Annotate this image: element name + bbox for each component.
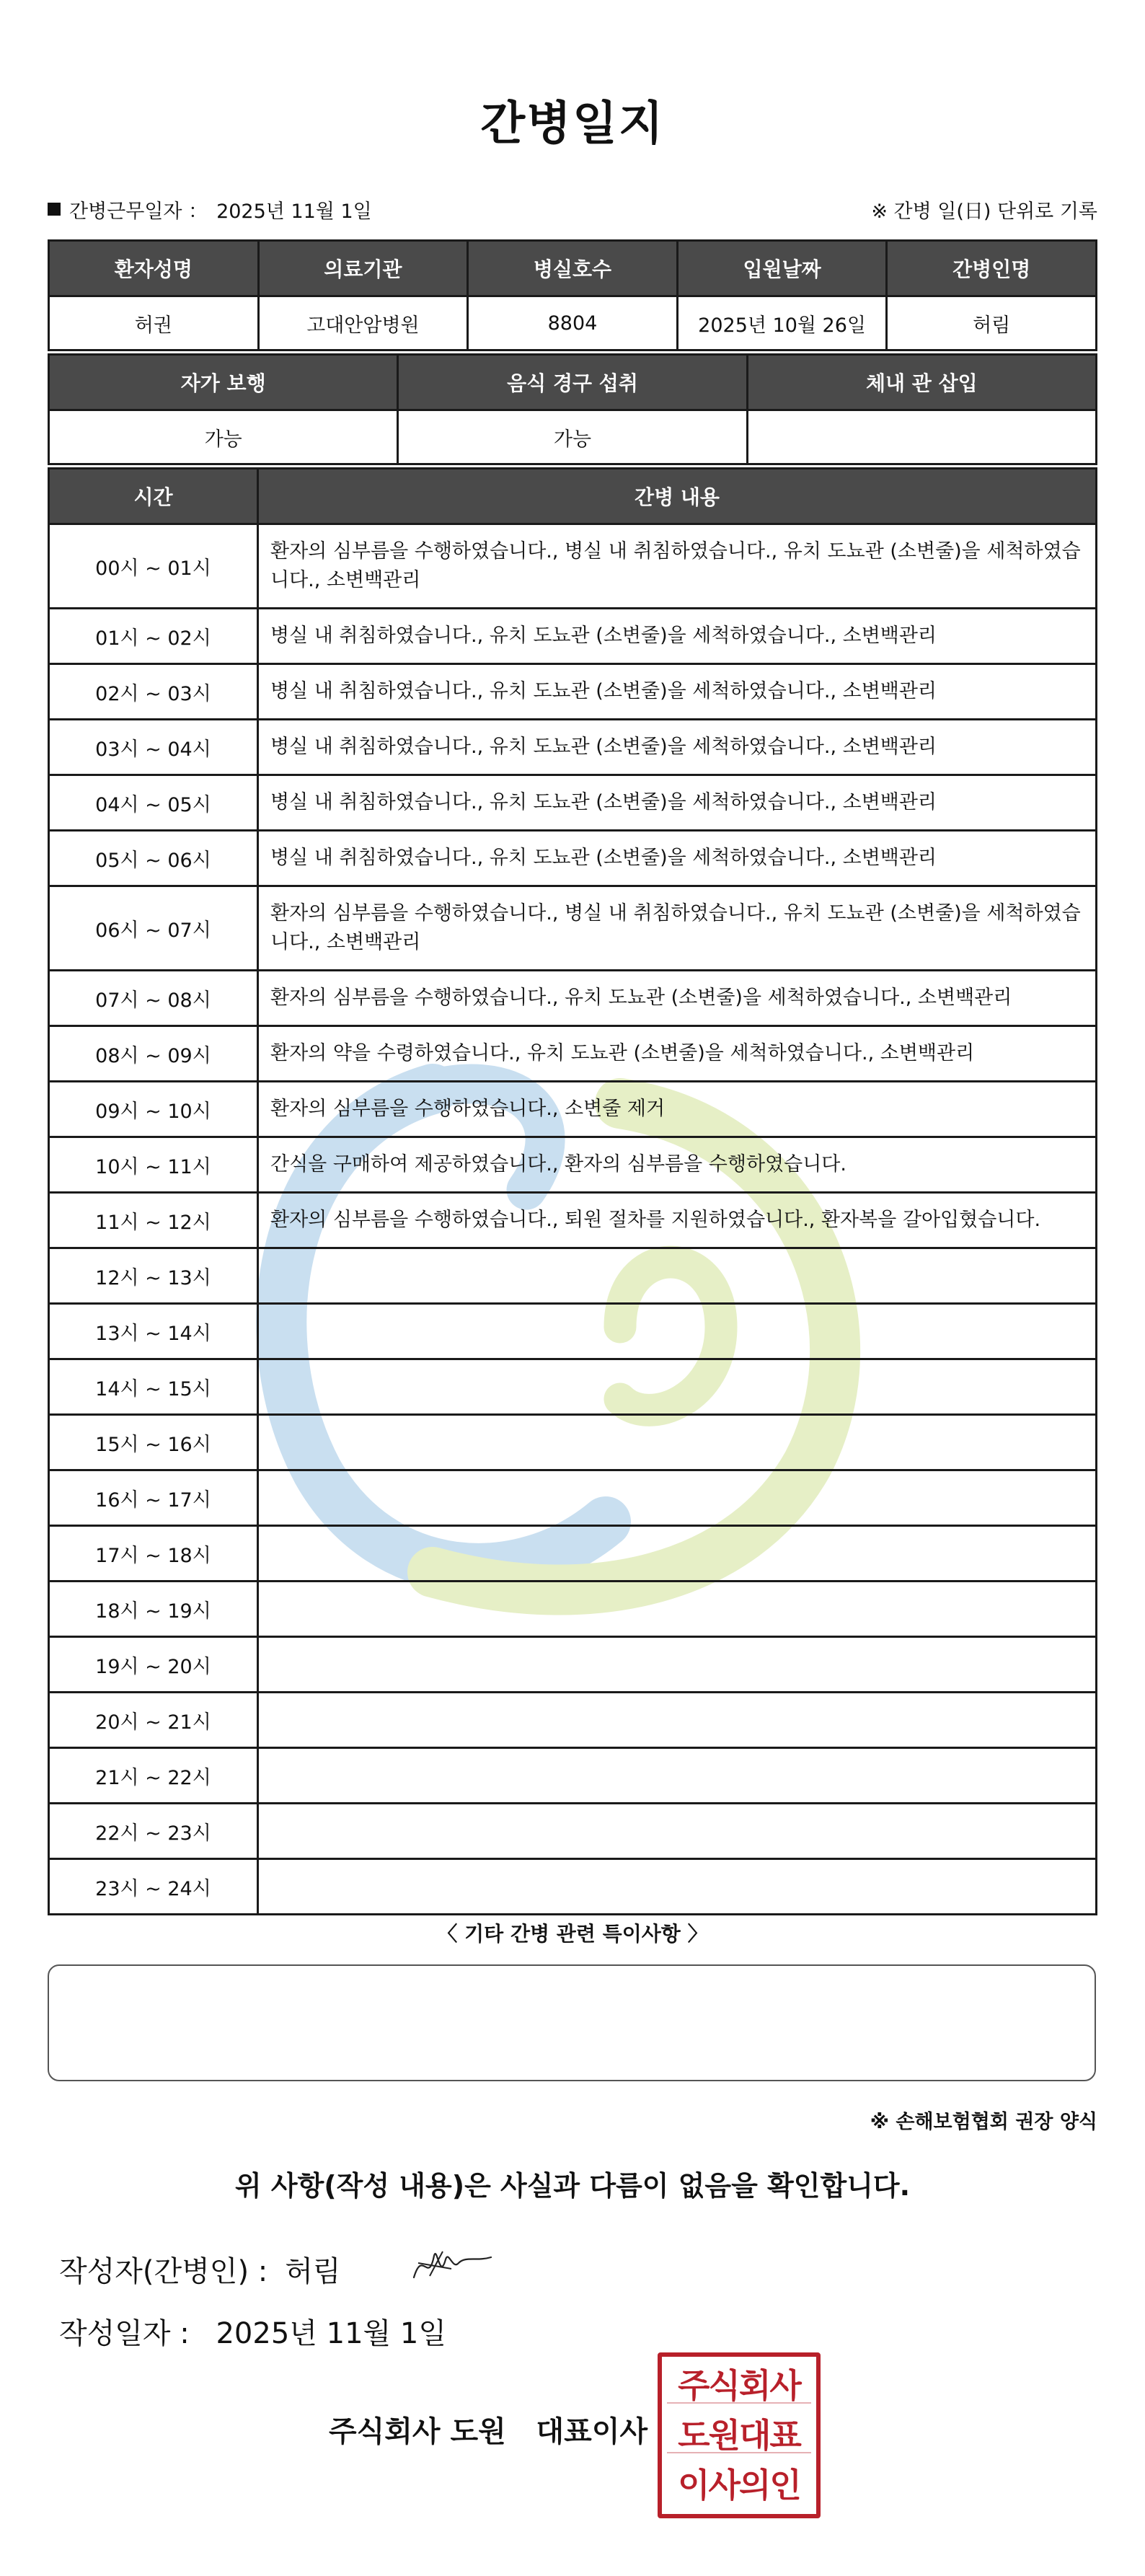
- header-patient-name: 환자성명: [49, 241, 259, 296]
- log-time: 09시 ~ 10시: [49, 1082, 258, 1137]
- log-content: 병실 내 취침하였습니다., 유치 도뇨관 (소변줄)을 세척하였습니다., 소변백관리: [258, 609, 1097, 664]
- tube-value: [747, 410, 1096, 464]
- log-time: 13시 ~ 14시: [49, 1304, 258, 1359]
- date-label: 작성일자 :: [59, 2317, 190, 2350]
- log-time: 18시 ~ 19시: [49, 1582, 258, 1637]
- confirmation-text: 위 사항(작성 내용)은 사실과 다름이 없음을 확인합니다.: [234, 2170, 911, 2202]
- header-oral-intake: 음식 경구 섭취: [398, 355, 747, 410]
- log-row: [49, 1804, 1097, 1859]
- company-seal: [658, 2352, 821, 2518]
- log-content: 환자의 심부름을 수행하였습니다., 병실 내 취침하였습니다., 유치 도뇨관 (소변줄)을 세척하였습니다., 소변백관리: [258, 524, 1097, 609]
- oral-intake-value: 가능: [398, 410, 747, 464]
- writer-line: [59, 2249, 341, 2290]
- header-caregiver: 간병인명: [887, 241, 1097, 296]
- document-title: 간병일지: [480, 97, 665, 151]
- unit-note: ※ 간병 일(日) 단위로 기록: [871, 200, 1097, 223]
- log-time: 16시 ~ 17시: [49, 1470, 258, 1526]
- care-log-body: [49, 524, 1097, 1915]
- date-value: 2025년 11월 1일: [216, 2317, 446, 2350]
- log-time: 02시 ~ 03시: [49, 664, 258, 720]
- header-care-content: 간병 내용: [258, 469, 1097, 524]
- log-time: 20시 ~ 21시: [49, 1693, 258, 1748]
- log-content: [258, 1415, 1097, 1470]
- square-bullet-icon: [48, 203, 61, 216]
- log-time: 07시 ~ 08시: [49, 971, 258, 1026]
- log-row: [49, 775, 1097, 831]
- log-row: [49, 1137, 1097, 1193]
- log-time: 05시 ~ 06시: [49, 831, 258, 886]
- header-hospital: 의료기관: [258, 241, 468, 296]
- log-content: 환자의 심부름을 수행하였습니다., 소변줄 제거: [258, 1082, 1097, 1137]
- log-content: [258, 1859, 1097, 1915]
- header-admission-date: 입원날짜: [677, 241, 887, 296]
- log-content: [258, 1470, 1097, 1526]
- log-row: [49, 886, 1097, 971]
- log-row: [49, 524, 1097, 609]
- notes-box: [48, 1964, 1096, 2081]
- log-content: [258, 1693, 1097, 1748]
- header-walking: 자가 보행: [49, 355, 398, 410]
- log-row: [49, 1748, 1097, 1804]
- log-content: 환자의 심부름을 수행하였습니다., 유치 도뇨관 (소변줄)을 세척하였습니다., 소변백관리: [258, 971, 1097, 1026]
- log-time: 19시 ~ 20시: [49, 1637, 258, 1693]
- log-content: 병실 내 취침하였습니다., 유치 도뇨관 (소변줄)을 세척하였습니다., 소변백관리: [258, 664, 1097, 720]
- log-content: [258, 1248, 1097, 1304]
- log-content: [258, 1526, 1097, 1582]
- log-content: [258, 1748, 1097, 1804]
- patient-info-table: [48, 239, 1097, 351]
- log-content: 병실 내 취침하였습니다., 유치 도뇨관 (소변줄)을 세척하였습니다., 소변백관리: [258, 831, 1097, 886]
- header-tube: 체내 관 삽입: [747, 355, 1096, 410]
- log-content: 환자의 심부름을 수행하였습니다., 병실 내 취침하였습니다., 유치 도뇨관 (소변줄)을 세척하였습니다., 소변백관리: [258, 886, 1097, 971]
- header-time: 시간: [49, 469, 258, 524]
- log-content: [258, 1304, 1097, 1359]
- work-date-label: 간병근무일자 ：: [69, 200, 208, 223]
- care-log-table: [48, 467, 1097, 1915]
- room-number: 8804: [468, 296, 678, 350]
- caregiver-name: 허림: [887, 296, 1097, 350]
- log-time: 17시 ~ 18시: [49, 1526, 258, 1582]
- log-content: 간식을 구매하여 제공하였습니다., 환자의 심부름을 수행하였습니다.: [258, 1137, 1097, 1193]
- log-time: 08시 ~ 09시: [49, 1026, 258, 1082]
- log-row: [49, 1248, 1097, 1304]
- log-content: 병실 내 취침하였습니다., 유치 도뇨관 (소변줄)을 세척하였습니다., 소변백관리: [258, 720, 1097, 775]
- log-content: [258, 1804, 1097, 1859]
- log-time: 23시 ~ 24시: [49, 1859, 258, 1915]
- writer-name: 허림: [285, 2255, 341, 2288]
- header-room: 병실호수: [468, 241, 678, 296]
- signature-image: [408, 2241, 495, 2292]
- seal-line-1: 주식회사: [667, 2369, 811, 2404]
- log-time: 22시 ~ 23시: [49, 1804, 258, 1859]
- log-row: [49, 609, 1097, 664]
- walking-value: 가능: [49, 410, 398, 464]
- patient-name: 허권: [49, 296, 259, 350]
- log-row: [49, 1026, 1097, 1082]
- log-content: 환자의 심부름을 수행하였습니다., 퇴원 절차를 지원하였습니다., 환자복을 갈아입혔습니다.: [258, 1193, 1097, 1248]
- log-time: 04시 ~ 05시: [49, 775, 258, 831]
- hospital-name: 고대안암병원: [258, 296, 468, 350]
- admission-date: 2025년 10월 26일: [677, 296, 887, 350]
- log-time: 00시 ~ 01시: [49, 524, 258, 609]
- meta-row: [48, 195, 1097, 224]
- ability-table: [48, 353, 1097, 465]
- work-date-value: 2025년 11월 1일: [216, 200, 372, 223]
- log-content: 병실 내 취침하였습니다., 유치 도뇨관 (소변줄)을 세척하였습니다., 소변백관리: [258, 775, 1097, 831]
- log-time: 15시 ~ 16시: [49, 1415, 258, 1470]
- log-row: [49, 1304, 1097, 1359]
- log-row: [49, 1359, 1097, 1415]
- log-row: [49, 1415, 1097, 1470]
- log-row: [49, 720, 1097, 775]
- written-date-line: [59, 2311, 446, 2352]
- writer-label: 작성자(간병인) :: [59, 2255, 268, 2288]
- recommend-note: ※ 손해보험협회 권장 양식: [870, 2111, 1097, 2133]
- log-time: 21시 ~ 22시: [49, 1748, 258, 1804]
- log-content: 환자의 약을 수령하였습니다., 유치 도뇨관 (소변줄)을 세척하였습니다., 소변백관리: [258, 1026, 1097, 1082]
- log-time: 11시 ~ 12시: [49, 1193, 258, 1248]
- log-row: [49, 1693, 1097, 1748]
- log-row: [49, 1470, 1097, 1526]
- log-time: 12시 ~ 13시: [49, 1248, 258, 1304]
- log-row: [49, 1582, 1097, 1637]
- log-row: [49, 971, 1097, 1026]
- log-time: 10시 ~ 11시: [49, 1137, 258, 1193]
- log-content: [258, 1359, 1097, 1415]
- log-time: 03시 ~ 04시: [49, 720, 258, 775]
- notes-title: 〈 기타 간병 관련 특이사항 〉: [437, 1922, 708, 1946]
- seal-line-2: 도원대표: [667, 2419, 811, 2453]
- seal-line-3: 이사의인: [678, 2466, 800, 2505]
- log-content: [258, 1637, 1097, 1693]
- log-time: 01시 ~ 02시: [49, 609, 258, 664]
- log-row: [49, 1193, 1097, 1248]
- log-row: [49, 831, 1097, 886]
- log-time: 06시 ~ 07시: [49, 886, 258, 971]
- company-name: 주식회사 도원 대표이사: [329, 2415, 648, 2448]
- log-row: [49, 1526, 1097, 1582]
- log-row: [49, 664, 1097, 720]
- log-row: [49, 1637, 1097, 1693]
- log-row: [49, 1082, 1097, 1137]
- log-content: [258, 1582, 1097, 1637]
- work-date-line: [48, 195, 372, 224]
- log-row: [49, 1859, 1097, 1915]
- log-time: 14시 ~ 15시: [49, 1359, 258, 1415]
